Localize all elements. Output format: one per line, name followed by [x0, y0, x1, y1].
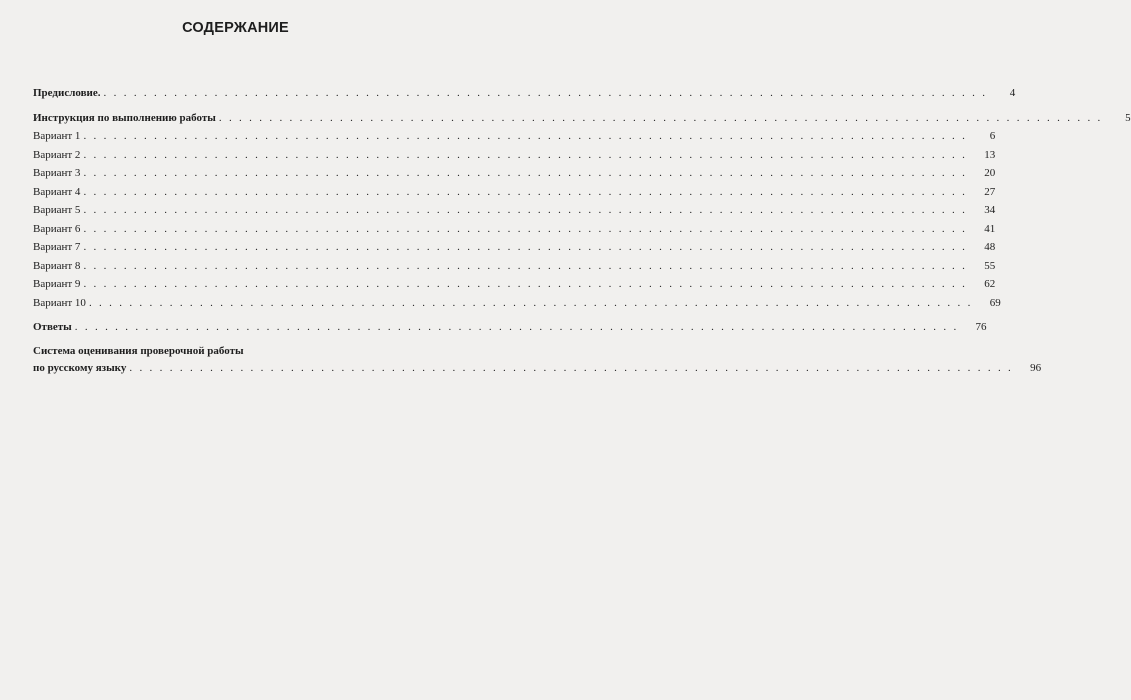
toc-entry-variant-10[interactable]	[33, 294, 1001, 313]
toc-entry-label: Вариант 7	[33, 241, 81, 253]
toc-leader-dots: . . . . . . . . . . . . . . . . . . . . . . . . . . . . . . . . . . . . . . . . . . . . . . . . . . . . . . . . . . . . . . . . . . . . . . . . . . . . . . . . . . . . . . . .	[88, 296, 973, 309]
toc-leader-dots: . . . . . . . . . . . . . . . . . . . . . . . . . . . . . . . . . . . . . . . . . . . . . . . . . . . . . . . . . . . . . . . . . . . . . . . . . . . . . . . . . . . . . . . .	[74, 321, 959, 333]
toc-entry-variant-4[interactable]	[33, 183, 996, 202]
toc-entry-variant-1[interactable]	[33, 127, 996, 146]
toc-leader-dots: . . . . . . . . . . . . . . . . . . . . . . . . . . . . . . . . . . . . . . . . . . . . . . . . . . . . . . . . . . . . . . . . . . . . . . . . . . . . . . . . . . . . . . . .	[83, 167, 968, 179]
toc-leader-dots: . . . . . . . . . . . . . . . . . . . . . . . . . . . . . . . . . . . . . . . . . . . . . . . . . . . . . . . . . . . . . . . . . . . . . . . . . . . . . . . . . . . . . . . .	[103, 87, 988, 99]
toc-page-number: 48	[984, 241, 996, 253]
toc-leader-dots: . . . . . . . . . . . . . . . . . . . . . . . . . . . . . . . . . . . . . . . . . . . . . . . . . . . . . . . . . . . . . . . . . . . . . . . . . . . . . . . . . . . . . . . .	[83, 204, 968, 216]
toc-page-number: 41	[984, 222, 996, 235]
toc-entry-label: Вариант 2	[33, 148, 81, 161]
toc-page-number: 96	[1030, 361, 1042, 374]
toc-entry-preface[interactable]	[33, 84, 1016, 103]
toc-leader-dots: . . . . . . . . . . . . . . . . . . . . . . . . . . . . . . . . . . . . . . . . . . . . . . . . . . . . . . . . . . . . . . . . . . . . . . . . . . . . . . . . . . . . . . . .	[83, 185, 968, 198]
toc-entry-label: Вариант 9	[33, 278, 81, 290]
toc-page-number: 69	[989, 296, 1001, 309]
toc-page-number: 20	[984, 167, 996, 179]
toc-page-number: 4	[1009, 87, 1016, 99]
toc-entry-label-line2: по русскому языку	[33, 361, 127, 374]
toc-entry-grading-system[interactable]	[33, 343, 1042, 378]
toc-leader-dots: . . . . . . . . . . . . . . . . . . . . . . . . . . . . . . . . . . . . . . . . . . . . . . . . . . . . . . . . . . . . . . . . . . . . . . . . . . . . . . . . . . . . . . . .	[129, 361, 1014, 374]
toc-leader-dots: . . . . . . . . . . . . . . . . . . . . . . . . . . . . . . . . . . . . . . . . . . . . . . . . . . . . . . . . . . . . . . . . . . . . . . . . . . . . . . . . . . . . . . . .	[83, 222, 968, 235]
toc-entry-label: Вариант 10	[33, 296, 86, 309]
toc-entry-label: Предисловие.	[33, 87, 101, 99]
toc-entry-label: Инструкция по выполнению работы	[33, 111, 216, 124]
toc-page-number: 6	[989, 130, 996, 142]
toc-entry-variant-5[interactable]	[33, 201, 996, 220]
toc-entry-label: Ответы	[33, 321, 72, 333]
toc-entry-label: Вариант 4	[33, 185, 81, 198]
toc-entry-variant-8[interactable]	[33, 257, 996, 276]
toc-leader-dots: . . . . . . . . . . . . . . . . . . . . . . . . . . . . . . . . . . . . . . . . . . . . . . . . . . . . . . . . . . . . . . . . . . . . . . . . . . . . . . . . . . . . . . . .	[83, 259, 968, 272]
toc-page-number: 55	[984, 259, 996, 272]
toc-page-number: 13	[984, 148, 996, 161]
toc-leader-dots: . . . . . . . . . . . . . . . . . . . . . . . . . . . . . . . . . . . . . . . . . . . . . . . . . . . . . . . . . . . . . . . . . . . . . . . . . . . . . . . . . . . . . . . .	[83, 148, 968, 161]
toc-entry-variant-2[interactable]	[33, 146, 996, 165]
toc-entry-label: Вариант 5	[33, 204, 81, 216]
page-title: СОДЕРЖАНИЕ	[182, 20, 289, 36]
toc-entry-instructions[interactable]	[33, 109, 1131, 128]
toc-entry-label: Вариант 8	[33, 259, 81, 272]
toc-entry-label: Вариант 6	[33, 222, 81, 235]
toc-leader-dots: . . . . . . . . . . . . . . . . . . . . . . . . . . . . . . . . . . . . . . . . . . . . . . . . . . . . . . . . . . . . . . . . . . . . . . . . . . . . . . . . . . . . . . . .	[83, 241, 968, 253]
toc-entry-line2	[33, 359, 1042, 378]
toc-entry-variant-3[interactable]	[33, 164, 996, 183]
toc-entry-label: Вариант 3	[33, 167, 81, 179]
toc-page-number: 76	[975, 321, 987, 333]
toc-entry-variant-7[interactable]	[33, 238, 996, 257]
table-of-contents	[33, 84, 1131, 377]
toc-entry-variant-6[interactable]	[33, 220, 996, 239]
toc-entry-label: Вариант 1	[33, 130, 81, 142]
toc-entry-variant-9[interactable]	[33, 275, 996, 294]
toc-entry-label-line1: Система оценивания проверочной работы	[33, 344, 244, 357]
toc-page-number: 5	[1125, 111, 1131, 124]
toc-leader-dots: . . . . . . . . . . . . . . . . . . . . . . . . . . . . . . . . . . . . . . . . . . . . . . . . . . . . . . . . . . . . . . . . . . . . . . . . . . . . . . . . . . . . . . . .	[83, 130, 968, 142]
toc-entry-answers[interactable]	[33, 318, 987, 337]
toc-page-number: 62	[984, 278, 996, 290]
toc-page-number: 34	[984, 204, 996, 216]
toc-leader-dots: . . . . . . . . . . . . . . . . . . . . . . . . . . . . . . . . . . . . . . . . . . . . . . . . . . . . . . . . . . . . . . . . . . . . . . . . . . . . . . . . . . . . . . . .	[83, 278, 968, 290]
toc-leader-dots: . . . . . . . . . . . . . . . . . . . . . . . . . . . . . . . . . . . . . . . . . . . . . . . . . . . . . . . . . . . . . . . . . . . . . . . . . . . . . . . . . . . . . . . .	[218, 111, 1103, 124]
toc-page-number: 27	[984, 185, 996, 198]
